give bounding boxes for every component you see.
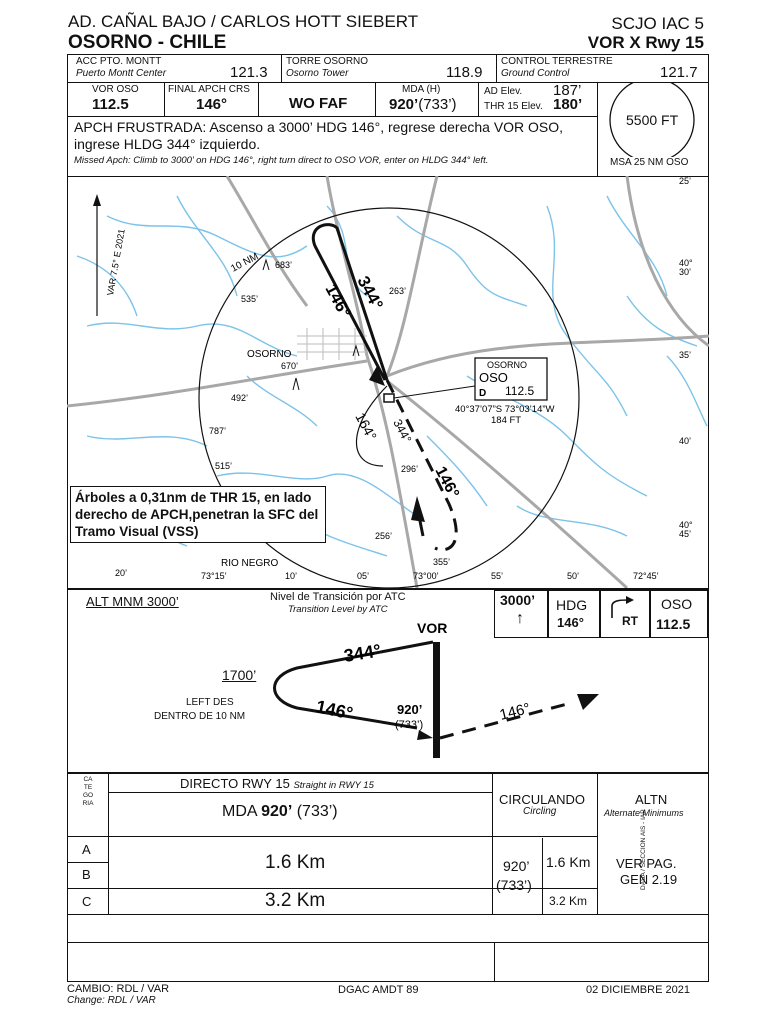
profile-mda-height: (733’) [395,719,424,731]
thr-elev-value: 180’ [553,96,583,113]
ma-vor-id: OSO [661,596,693,612]
transition-level-en: Transition Level by ATC [288,604,388,615]
ground-label: CONTROL TERRESTRE [501,56,613,67]
city-elevation: 670’ [281,361,299,371]
final-arrow [411,496,425,522]
change-es: CAMBIO: RDL / VAR [67,983,170,995]
vor-frequency: 112.5 [92,96,129,113]
svg-text:05’: 05’ [357,571,370,581]
direct-mda [222,803,338,821]
thr-elev-label: THR 15 Elev. [484,101,543,112]
profile-outbound-track: 344° [342,640,383,666]
ad-elev-value: 187’ [553,82,582,99]
final-course-label: FINAL APCH CRS [168,84,250,95]
side-note: DASA / SECCION AIS - IAP [640,809,647,890]
ground-name: Ground Control [501,68,570,79]
transition-level-es: Nivel de Transición por ATC [270,591,406,603]
profile-missed-track: 146° [497,699,533,724]
hold-track-label: 164° [352,409,381,443]
profile-inbound-track: 146° [314,696,355,724]
svg-text:40’: 40’ [679,436,692,446]
missed-approach-en: Missed Apch: Climb to 3000’ on HDG 146°, right turn direct to OSO VOR, enter on HLDG 344° left. [74,155,489,166]
left-descent-line1: LEFT DES [186,697,234,708]
acc-label: ACC PTO. MONTT [76,56,162,67]
direct-title-en: Straight in RWY 15 [293,780,374,791]
svg-text:50’: 50’ [567,571,580,581]
final-course-value: 146° [196,96,228,113]
city-title: OSORNO - CHILE [68,32,227,53]
altn-reference-2: GEN 2.19 [620,872,678,887]
procedure-track [313,225,456,550]
category-c: C [82,894,92,909]
ground-frequency: 121.7 [660,64,698,81]
svg-text:40°: 40° [679,258,693,268]
vor-box-name: OSORNO [487,360,528,370]
faf-note: WO FAF [289,95,348,112]
missed-approach-es: APCH FRUSTRADA: Ascenso a 3000’ HDG 146°, regrese derecha VOR OSO, ingrese HLDG 344° izquierdo. [74,119,564,152]
svg-text:25’: 25’ [679,176,692,186]
tower-frequency: 118.9 [446,64,483,81]
direct-mda-prefix: MDA [222,803,262,820]
circling-visibility-c: 3.2 Km [549,894,588,908]
chart-code: SCJO IAC 5 [611,14,704,33]
vor-elevation: 184 FT [491,415,522,426]
final-track-label: 146° [431,463,463,502]
hold-altitude: 1700’ [222,667,257,683]
ma-vor-freq: 112.5 [656,616,691,632]
circling-mda-height: (733’) [496,877,532,893]
msa-label: MSA 25 NM OSO [610,157,689,168]
vor-box-freq: 112.5 [505,384,535,398]
direct-mda-height: (733’) [292,803,338,820]
up-arrow-icon: ↑ [516,610,524,627]
direct-visibility-c: 3.2 Km [265,890,326,911]
vor-box-id: OSO [479,370,508,385]
spot-height: 787’ [209,426,227,436]
minima-top-rule [67,772,709,774]
change-en: Change: RDL / VAR [67,995,156,1006]
spot-height: 535’ [241,294,259,304]
category-a: A [82,842,91,857]
mda-height: (733’) [418,96,457,113]
ma-heading-value: 146° [557,615,584,630]
svg-text:73°15’: 73°15’ [201,571,227,581]
vor-label: VOR OSO [92,84,139,95]
left-descent-line2: DENTRO DE 10 NM [154,711,246,722]
vor-coordinates: 40°37’07”S 73°03’14”W [455,404,555,415]
tower-label: TORRE OSORNO [286,56,369,67]
svg-text:45’: 45’ [679,529,692,539]
procedure-title: VOR X Rwy 15 [587,33,704,52]
mda-label: MDA (H) [402,84,441,95]
spot-height: 355’ [433,557,451,567]
circling-visibility-ab: 1.6 Km [546,854,591,870]
amendment: DGAC AMDT 89 [338,984,419,996]
spot-height: 515’ [215,461,233,471]
ad-elev-label: AD Elev. [484,86,523,97]
vor-box-dme: D [479,388,487,399]
ma-climb-altitude: 3000’ [500,592,536,608]
magnetic-variation: VAR 7.5° E 2021 [105,228,127,297]
category-label: CATEGORIA [82,776,94,807]
longitude-labels [115,568,659,581]
spot-height: 296’ [401,464,419,474]
ma-heading-label: HDG [556,597,588,613]
spot-height: 256’ [375,531,393,541]
spot-height: 683’ [275,260,293,270]
svg-text:72°45’: 72°45’ [633,571,659,581]
altn-reference-1: VER PAG. [616,856,677,871]
ten-nm-label: 10 NM [229,251,261,275]
circling-subtitle: Circling [523,806,557,817]
svg-text:73°00’: 73°00’ [413,571,439,581]
vor-symbol [384,394,394,402]
category-b: B [82,867,91,882]
circling-title: CIRCULANDO [499,792,585,807]
msa-altitude: 5500 FT [626,112,679,128]
svg-text:20’: 20’ [115,568,128,578]
tower-name: Osorno Tower [286,68,349,79]
airport-name: AD. CAÑAL BAJO / CARLOS HOTT SIEBERT [68,12,419,31]
direct-mda-value: 920’ [261,803,293,820]
direct-title [180,776,374,791]
min-altitude: ALT MNM 3000’ [86,594,179,609]
acc-name: Puerto Montt Center [76,68,167,79]
short-track-label: 344° [390,416,415,446]
svg-text:35’: 35’ [679,350,692,360]
mda-altitude: 920’ [389,96,419,113]
inbound-track-label: 146° [321,280,355,321]
chart-date: 02 DICIEMBRE 2021 [586,984,690,996]
direct-visibility-ab: 1.6 Km [265,852,326,873]
spot-height: 492’ [231,393,249,403]
city-grid [297,328,367,360]
outbound-track-label: 344° [353,272,387,313]
profile-mda: 920’ [397,702,423,717]
svg-text:10’: 10’ [285,571,298,581]
altn-title: ALTN [635,792,668,807]
direct-title-es: DIRECTO RWY 15 [180,776,290,791]
circling-mda: 920’ [503,858,530,874]
mda-value [389,96,457,113]
svg-text:30’: 30’ [679,267,692,277]
profile-view [67,620,627,770]
spot-height: 263’ [389,286,407,296]
profile-vor-label: VOR [417,620,448,636]
svg-text:55’: 55’ [491,571,504,581]
latitude-labels [679,176,693,539]
svg-text:40°: 40° [679,520,693,530]
river-label: RIO NEGRO [221,558,279,569]
altn-subtitle: Alternate Minimums [604,808,684,818]
city-label: OSORNO [247,349,292,360]
ma-turn-label: RT [622,614,638,628]
acc-frequency: 121.3 [230,64,268,81]
obstacle-warning: Árboles a 0,31nm de THR 15, en lado derecho de APCH,penetran la SFC del Tramo Visual (VSS) [70,486,326,543]
